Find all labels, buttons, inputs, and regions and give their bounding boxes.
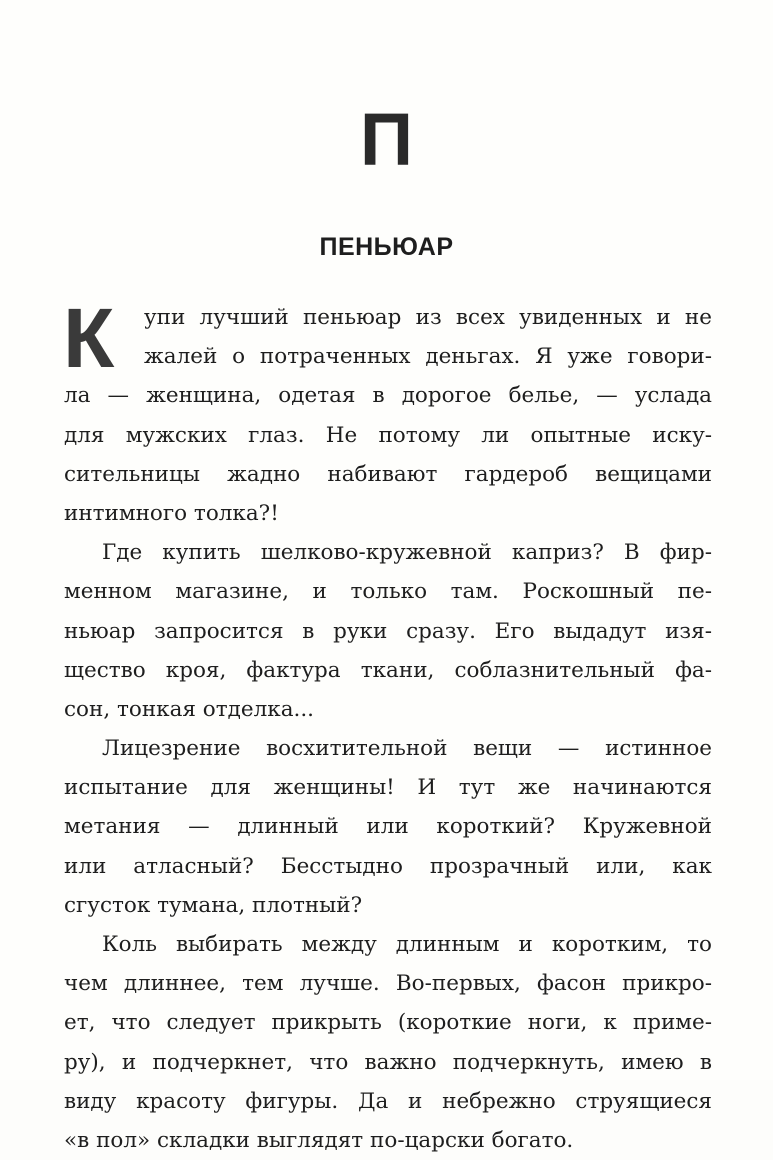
article-body [63, 291, 712, 1160]
section-letter-heading: П [359, 98, 414, 181]
text-line: для мужских глаз. Не потому ли опытные иску- [64, 422, 712, 448]
text-line: метания — длинный или короткий? Кружевной [64, 814, 712, 840]
text-line: Коль выбирать между длинным и коротким, то [102, 932, 712, 957]
drop-cap-letter: К [63, 291, 115, 385]
text-line: сон, тонкая отделка... [64, 696, 315, 722]
text-line: ет, что следует прикрыть (короткие ноги, к приме- [64, 1010, 712, 1036]
text-line: «в пол» складки выглядят по-царски богато. [64, 1127, 574, 1153]
article-title: ПЕНЬЮАР [319, 233, 454, 261]
text-line: интимного толка?! [64, 500, 279, 526]
text-line: ньюар запросится в руки сразу. Его выдадут изя- [64, 618, 712, 644]
text-line: сительницы жадно набивают гардероб вещицами [64, 461, 712, 487]
text-line: чем длиннее, тем лучше. Во-первых, фасон прикро- [64, 971, 712, 997]
text-line: ла — женщина, одетая в дорогое белье, — услада [64, 383, 712, 409]
paragraph-4 [64, 925, 712, 1160]
text-line: щество кроя, фактура ткани, соблазнительный фа- [64, 657, 712, 683]
text-line: испытание для женщины! И тут же начинаются [64, 775, 712, 801]
text-line: менном магазине, и только там. Роскошный пе- [64, 579, 712, 605]
text-line: жалей о потраченных деньгах. Я уже говори- [144, 344, 712, 370]
paragraph-3 [64, 729, 712, 925]
text-line: сгусток тумана, плотный? [64, 892, 363, 918]
paragraph-1 [63, 291, 712, 533]
paragraph-2 [64, 533, 712, 729]
text-line: или атласный? Бесстыдно прозрачный или, как [64, 853, 712, 879]
text-line: Лицезрение восхитительной вещи — истинное [102, 736, 712, 762]
text-line: Где купить шелково-кружевной каприз? В фир- [102, 540, 712, 566]
text-line: упи лучший пеньюар из всех увиденных и не [144, 305, 712, 330]
text-line: ру), и подчеркнет, что важно подчеркнуть, имею в [64, 1049, 712, 1075]
text-line: виду красоту фигуры. Да и небрежно струящиеся [64, 1088, 712, 1114]
